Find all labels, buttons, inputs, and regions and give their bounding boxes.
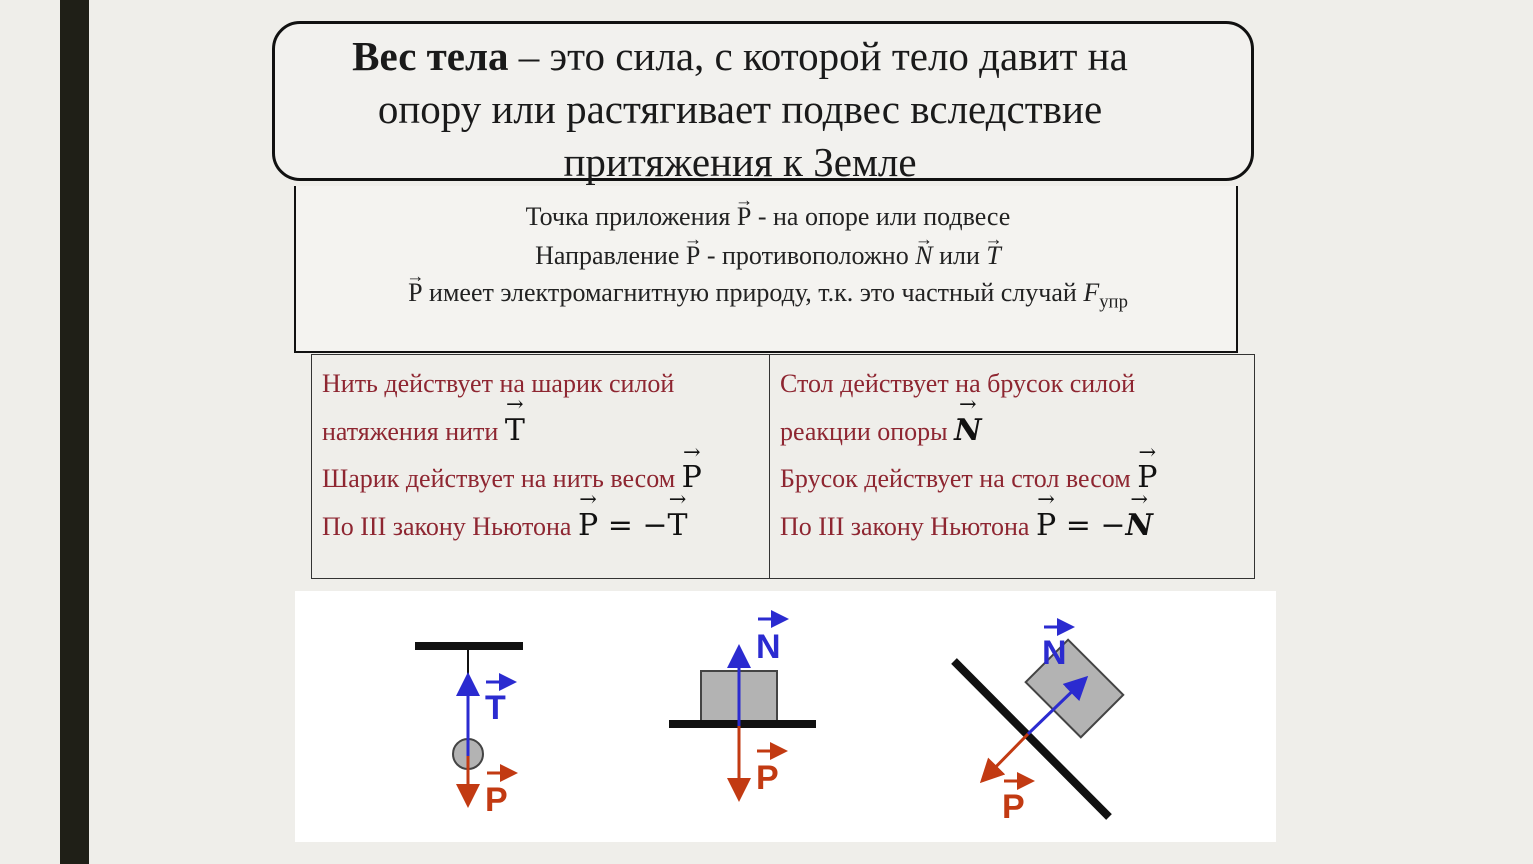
definition-line2: опору или растягивает подвес вследствие [377, 86, 1103, 132]
block-on-incline-diagram [954, 627, 1123, 826]
label-n: N [1042, 634, 1067, 672]
definition-term: Вес тела [352, 33, 509, 79]
equals-minus: = − [598, 507, 668, 543]
weight-properties-box [294, 186, 1238, 353]
vector-t: → T [986, 241, 1000, 271]
vector-n: → N [915, 241, 932, 271]
elastic-force-symbol: F [1083, 278, 1100, 307]
vector-p: → P [686, 241, 700, 271]
vector-t: → T [505, 408, 525, 455]
newton-third-law-table [311, 354, 1255, 579]
vector-p: → P [737, 202, 751, 232]
vector-p: → P [1137, 455, 1157, 502]
vector-p: → P [1036, 503, 1056, 550]
equals-minus: = − [1056, 507, 1126, 543]
vector-n: → N [1126, 503, 1153, 550]
direction-line: Направление → P - противоположно → N или → T [296, 241, 1240, 271]
vector-p: → P [578, 503, 598, 550]
vector-t: → T [668, 503, 688, 550]
vector-n: → N [954, 408, 981, 455]
table-block-cell: Стол действует на брусок силой реакции опоры → N Брусок действует на стол весом → P По III закону Ньютона → P = −→ N [780, 361, 1220, 550]
definition-line1: – это сила, с которой тело давит на [508, 33, 1128, 79]
table-divider [769, 355, 770, 578]
vector-p: → P [408, 278, 422, 308]
block-on-table-diagram [669, 619, 816, 799]
hanging-ball-diagram [415, 646, 523, 819]
elastic-force-subscript: упр [1099, 291, 1128, 313]
definition-text [300, 30, 1180, 189]
definition-line3: притяжения к Земле [563, 139, 917, 185]
force-diagrams-svg [295, 591, 1276, 842]
label-p: P [485, 781, 508, 819]
label-p: P [1002, 788, 1025, 826]
label-p: P [756, 759, 779, 797]
force-diagrams [295, 591, 1276, 842]
vector-p: → P [682, 455, 702, 502]
nature-line: → P имеет электромагнитную природу, т.к. это частный случай $F_{упр}$ [296, 278, 1240, 314]
label-t: T [485, 689, 506, 727]
application-point-line: Точка приложения → P - на опоре или подвесе [296, 202, 1240, 232]
weight-arrow [982, 734, 1028, 781]
thread-ball-cell: Нить действует на шарик силой натяжения нити → T Шарик действует на нить весом → P По III закону Ньютона → P = −→ T [322, 361, 762, 550]
left-accent-bar [60, 0, 89, 864]
label-n: N [756, 628, 781, 666]
